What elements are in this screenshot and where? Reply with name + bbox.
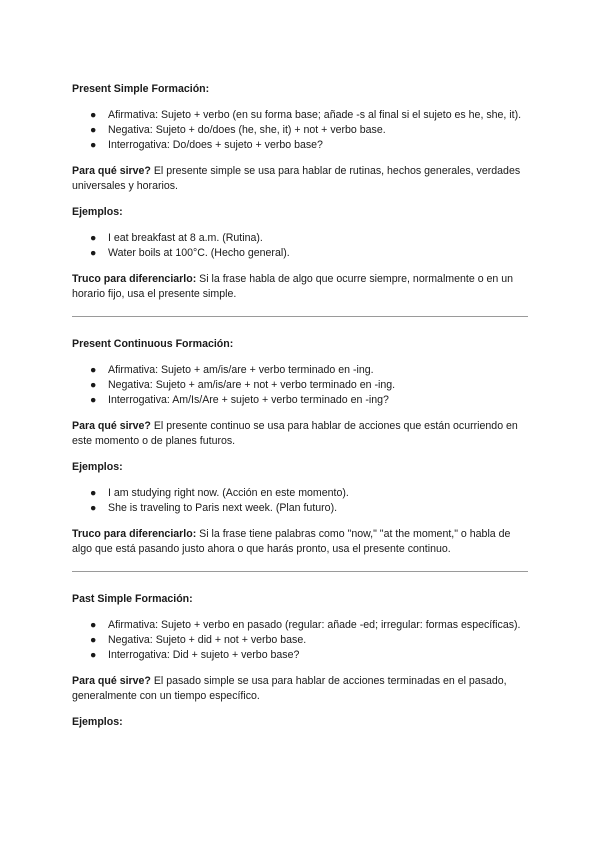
section-title: Present Simple Formación: xyxy=(72,83,210,95)
list-item xyxy=(72,378,528,393)
list-item xyxy=(72,648,528,663)
list-item xyxy=(72,363,528,378)
formation-list xyxy=(72,618,528,663)
formation-list xyxy=(72,363,528,408)
list-item-text: Negativa: Sujeto + am/is/are + not + verbo terminado en -ing. xyxy=(108,379,396,391)
list-item xyxy=(72,231,528,246)
examples-title: Ejemplos: xyxy=(72,716,123,728)
usage-label: Para qué sirve? xyxy=(72,675,151,687)
examples-title: Ejemplos: xyxy=(72,206,123,218)
list-item-text: Negativa: Sujeto + did + not + verbo base. xyxy=(108,634,307,646)
usage-text: El presente simple se usa para hablar de rutinas, hechos generales, verdades universales y horarios. xyxy=(72,165,521,192)
formation-list xyxy=(72,108,528,153)
bullet-icon: ● xyxy=(90,364,97,376)
section-divider xyxy=(72,316,528,317)
list-item xyxy=(72,393,528,408)
list-item-text: Interrogativa: Am/Is/Are + sujeto + verbo terminado en -ing? xyxy=(108,394,389,406)
list-item xyxy=(72,123,528,138)
bullet-icon: ● xyxy=(90,502,97,514)
section-present-continuous xyxy=(72,337,528,557)
trick-text: Si la frase habla de algo que ocurre siempre, normalmente o en un horario fijo, usa el presente simple. xyxy=(72,273,514,300)
usage-paragraph xyxy=(72,164,528,194)
section-past-simple xyxy=(72,592,528,730)
example-text: She is traveling to Paris next week. (Plan futuro). xyxy=(108,502,338,514)
usage-label: Para qué sirve? xyxy=(72,420,151,432)
usage-text: El pasado simple se usa para hablar de acciones terminadas en el pasado, generalmente con un tiempo específico. xyxy=(72,675,507,702)
bullet-icon: ● xyxy=(90,379,97,391)
bullet-icon: ● xyxy=(90,487,97,499)
example-text: Water boils at 100°C. (Hecho general). xyxy=(108,247,290,259)
example-text: I am studying right now. (Acción en este momento). xyxy=(108,487,349,499)
list-item xyxy=(72,618,528,633)
list-item-text: Interrogativa: Do/does + sujeto + verbo base? xyxy=(108,139,323,151)
trick-label: Truco para diferenciarlo: xyxy=(72,528,197,540)
trick-paragraph xyxy=(72,527,528,557)
example-text: I eat breakfast at 8 a.m. (Rutina). xyxy=(108,232,263,244)
trick-text: Si la frase tiene palabras como "now," "at the moment," o habla de algo que está pasando justo ahora o que harás pronto, usa el presente continuo. xyxy=(72,528,511,555)
trick-paragraph xyxy=(72,272,528,302)
list-item xyxy=(72,108,528,123)
document-page xyxy=(72,82,528,741)
bullet-icon: ● xyxy=(90,124,97,136)
bullet-icon: ● xyxy=(90,109,97,121)
usage-paragraph xyxy=(72,674,528,704)
bullet-icon: ● xyxy=(90,634,97,646)
bullet-icon: ● xyxy=(90,649,97,661)
bullet-icon: ● xyxy=(90,232,97,244)
usage-paragraph xyxy=(72,419,528,449)
list-item-text: Negativa: Sujeto + do/does (he, she, it) + not + verbo base. xyxy=(108,124,386,136)
list-item xyxy=(72,246,528,261)
trick-label: Truco para diferenciarlo: xyxy=(72,273,197,285)
section-divider xyxy=(72,571,528,572)
list-item xyxy=(72,633,528,648)
bullet-icon: ● xyxy=(90,619,97,631)
examples-list xyxy=(72,231,528,261)
bullet-icon: ● xyxy=(90,394,97,406)
list-item-text: Afirmativa: Sujeto + am/is/are + verbo terminado en -ing. xyxy=(108,364,374,376)
examples-title: Ejemplos: xyxy=(72,461,123,473)
bullet-icon: ● xyxy=(90,139,97,151)
list-item xyxy=(72,486,528,501)
usage-text: El presente continuo se usa para hablar de acciones que están ocurriendo en este momento o de planes futuros. xyxy=(72,420,518,447)
list-item-text: Afirmativa: Sujeto + verbo (en su forma base; añade -s al final si el sujeto es he, she, it). xyxy=(108,109,522,121)
examples-list xyxy=(72,486,528,516)
bullet-icon: ● xyxy=(90,247,97,259)
list-item xyxy=(72,501,528,516)
section-present-simple xyxy=(72,82,528,302)
section-title: Present Continuous Formación: xyxy=(72,338,234,350)
section-title: Past Simple Formación: xyxy=(72,593,193,605)
list-item xyxy=(72,138,528,153)
list-item-text: Afirmativa: Sujeto + verbo en pasado (regular: añade -ed; irregular: formas específicas). xyxy=(108,619,521,631)
usage-label: Para qué sirve? xyxy=(72,165,151,177)
list-item-text: Interrogativa: Did + sujeto + verbo base? xyxy=(108,649,300,661)
